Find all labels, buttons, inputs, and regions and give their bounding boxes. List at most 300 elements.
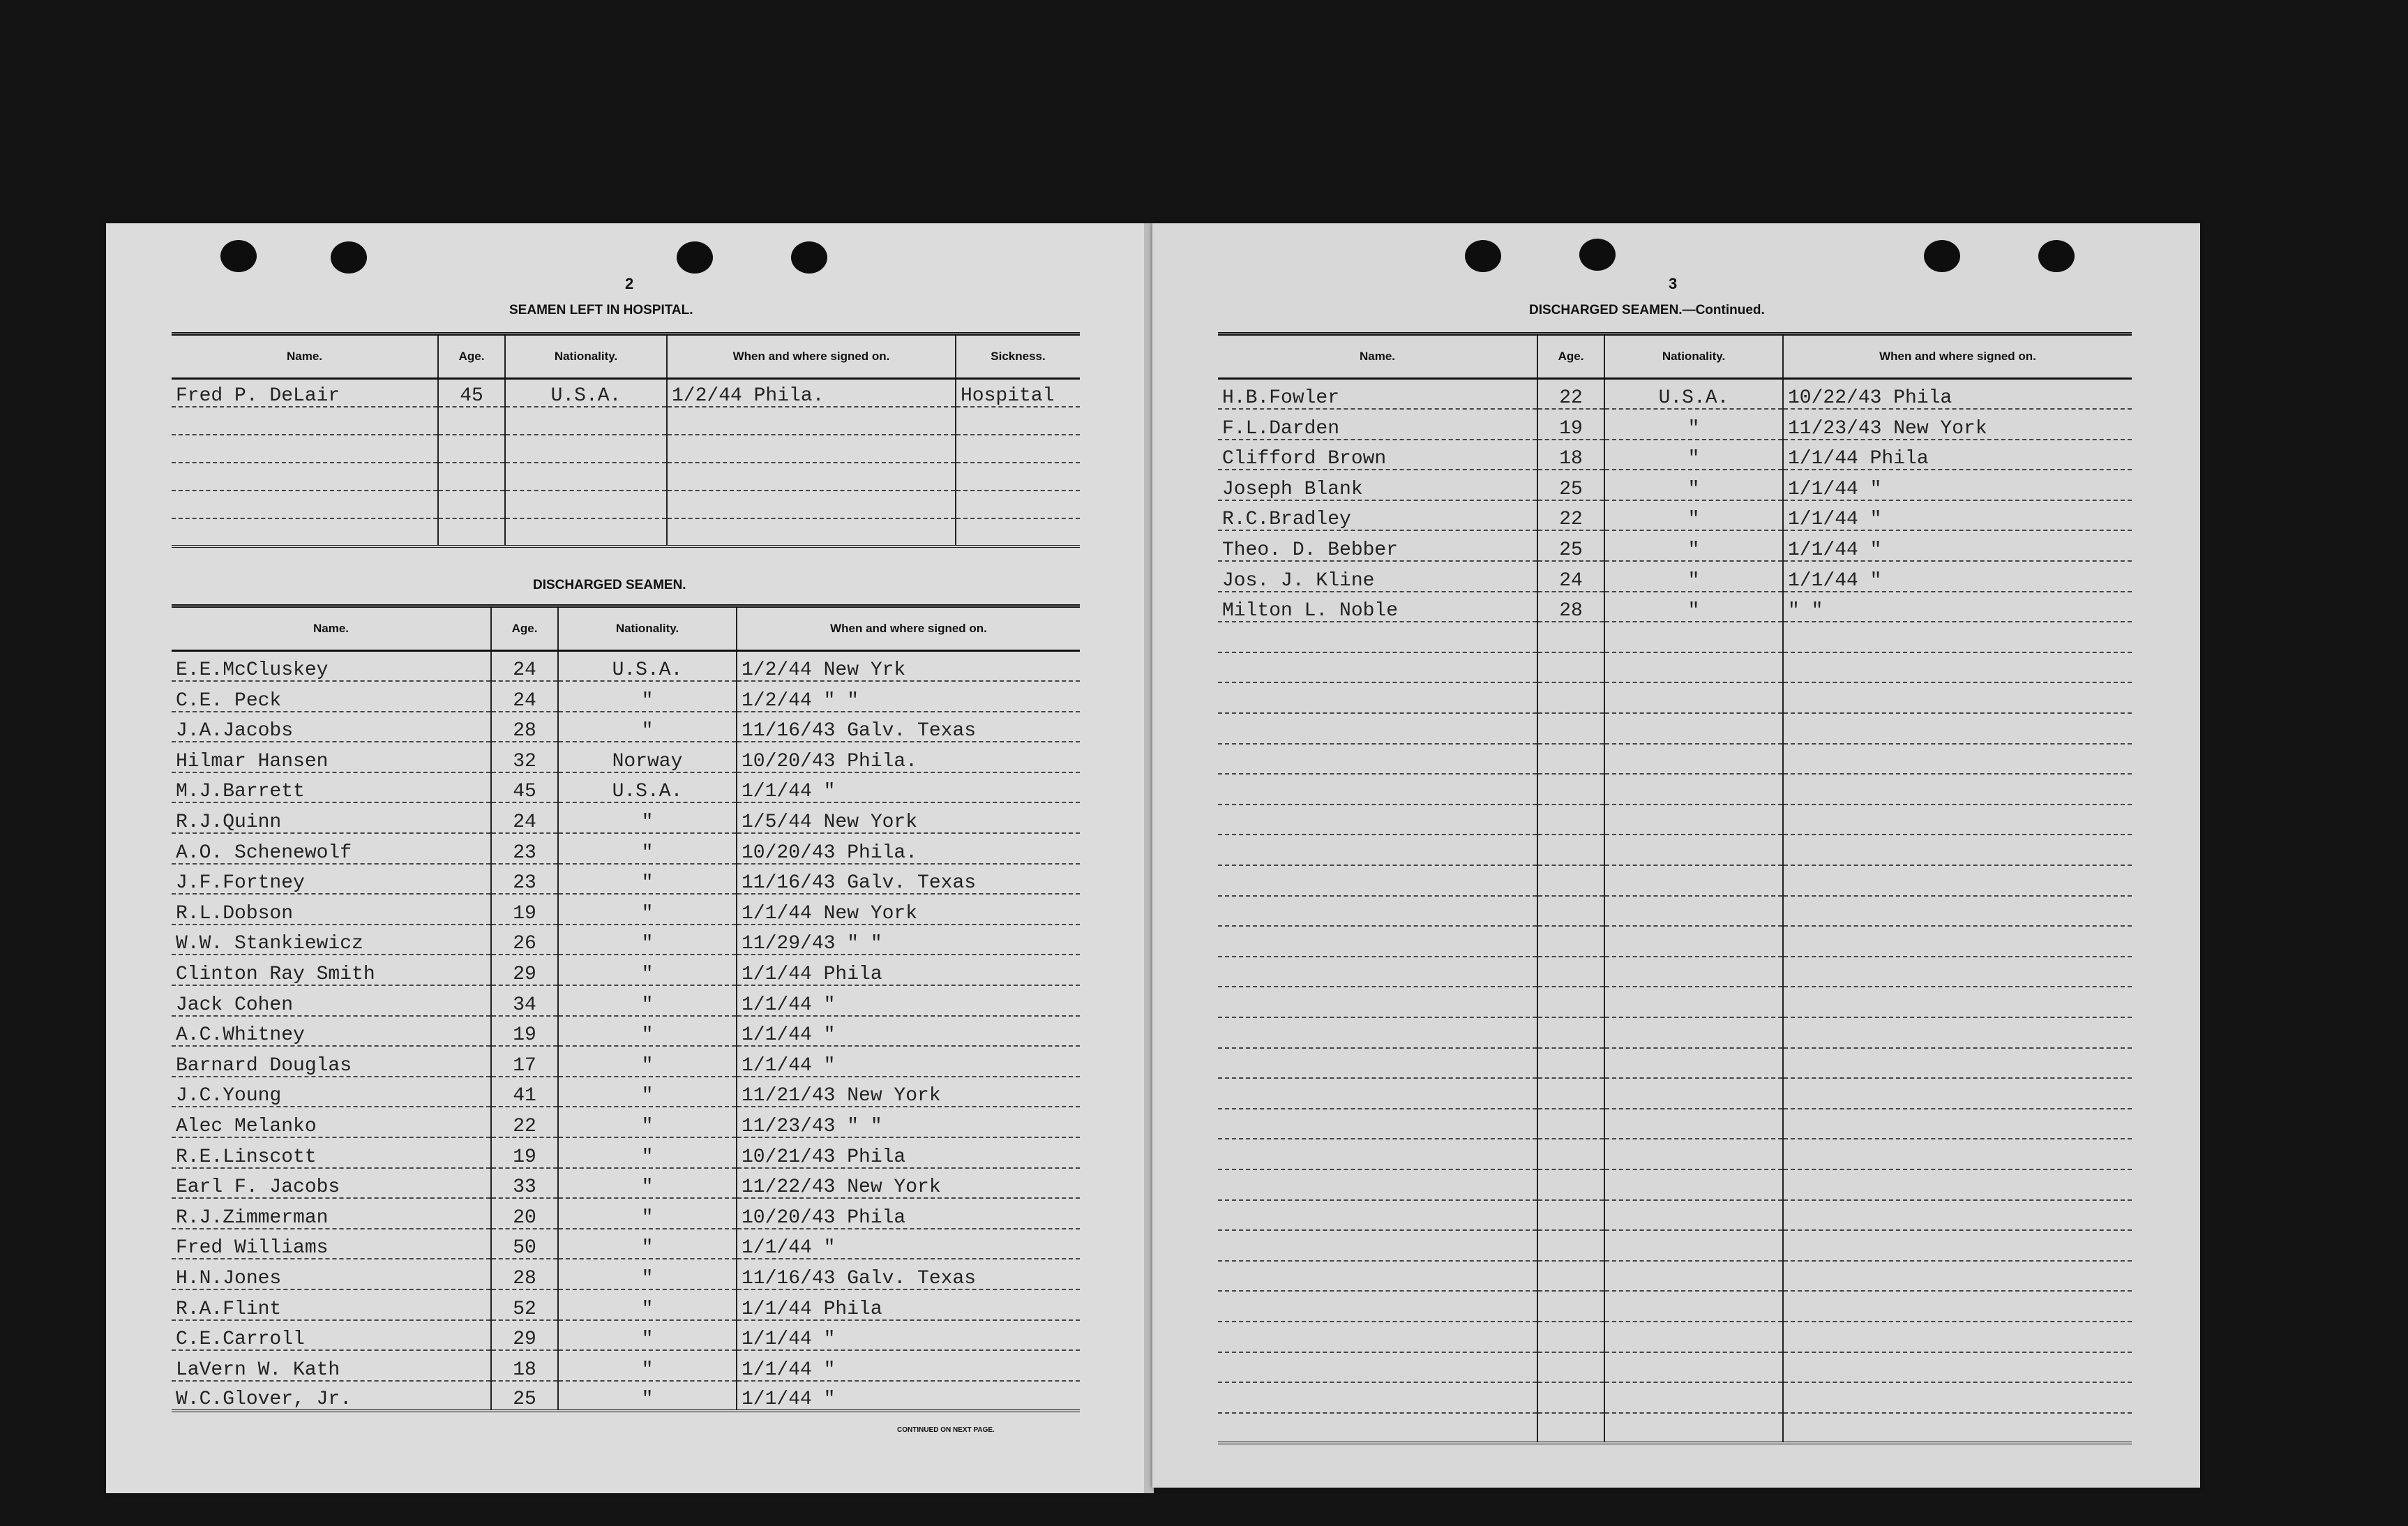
age-cell: 28 [491,712,558,742]
nationality-cell: " [558,1320,737,1351]
age-cell [1537,1169,1604,1200]
column-header: Age. [491,606,558,651]
column-header: When and where signed on. [737,606,1080,651]
nationality-cell [505,463,667,491]
table-row [1218,1139,2132,1169]
nationality-cell: " [558,894,737,925]
nationality-cell [1604,987,1783,1017]
column-header: Age. [438,334,505,379]
signed-on-cell: 1/1/44 " [737,1381,1080,1412]
nationality-cell [1604,774,1783,805]
name-cell [1218,805,1537,835]
name-cell: R.L.Dobson [172,894,491,925]
name-cell [1218,987,1537,1017]
name-cell: A.O. Schenewolf [172,833,491,864]
name-cell: H.N.Jones [172,1259,491,1289]
signed-on-cell: 1/1/44 " [1783,561,2132,592]
signed-on-cell: 1/1/44 New York [737,894,1080,925]
nationality-cell: " [1604,592,1783,622]
signed-on-cell [1783,713,2132,744]
nationality-cell: " [1604,440,1783,470]
nationality-cell [1604,1109,1783,1139]
nationality-cell: " [558,1077,737,1107]
name-cell: J.F.Fortney [172,864,491,895]
age-cell [1537,682,1604,713]
punch-hole [791,241,827,274]
table-header-row [172,606,1080,651]
nationality-cell [1604,926,1783,957]
table-row [1218,774,2132,805]
name-cell: H.B.Fowler [1218,379,1537,410]
nationality-cell [1604,1139,1783,1169]
signed-on-cell: 11/22/43 New York [737,1168,1080,1199]
age-cell: 50 [491,1229,558,1259]
signed-on-cell: 1/1/44 " [1783,500,2132,531]
signed-on-cell [667,407,956,435]
table-row [1218,1291,2132,1322]
right-page [1152,223,2200,1488]
hospital-section-title: SEAMEN LEFT IN HOSPITAL. [509,303,693,317]
table-row [172,772,1080,803]
signed-on-cell: 1/2/44 " " [737,681,1080,712]
age-cell [1537,1017,1604,1048]
sickness-cell [956,435,1080,463]
age-cell: 18 [491,1350,558,1381]
table-row [1218,1109,2132,1139]
nationality-cell: " [558,1016,737,1047]
age-cell [1537,1413,1604,1444]
signed-on-cell [1783,987,2132,1017]
name-cell [1218,652,1537,683]
table-row [172,681,1080,712]
table-row [172,742,1080,772]
name-cell [172,491,438,518]
nationality-cell [1604,1291,1783,1322]
signed-on-cell [1783,1382,2132,1413]
age-cell [1537,1322,1604,1352]
signed-on-cell [1783,1352,2132,1383]
age-cell: 19 [1537,409,1604,440]
signed-on-cell: 1/1/44 " [1783,470,2132,500]
age-cell [1537,1048,1604,1079]
nationality-cell: " [558,1381,737,1412]
name-cell: Alec Melanko [172,1107,491,1137]
discharged-section-title: DISCHARGED SEAMEN. [533,578,686,592]
signed-on-cell: 10/22/43 Phila [1783,379,2132,410]
nationality-cell: U.S.A. [505,379,667,407]
age-cell: 41 [491,1077,558,1107]
name-cell [1218,896,1537,927]
nationality-cell [505,435,667,463]
table-row [1218,409,2132,440]
name-cell: Fred Williams [172,1229,491,1259]
age-cell: 32 [491,742,558,772]
signed-on-cell: 10/20/43 Phila [737,1198,1080,1229]
nationality-cell: " [558,1168,737,1199]
age-cell: 33 [491,1168,558,1199]
table-row [1218,835,2132,865]
signed-on-cell: 1/2/44 Phila. [667,379,956,407]
nationality-cell [1604,1017,1783,1048]
name-cell [1218,1291,1537,1322]
age-cell: 25 [491,1381,558,1412]
discharged-continued-table [1218,332,2132,1444]
table-row [1218,1413,2132,1444]
age-cell [1537,1139,1604,1169]
table-row [1218,682,2132,713]
name-cell [1218,1109,1537,1139]
name-cell [1218,1017,1537,1048]
name-cell: Clifford Brown [1218,440,1537,470]
age-cell: 18 [1537,440,1604,470]
nationality-cell [1604,1230,1783,1261]
name-cell [1218,1322,1537,1352]
name-cell: R.E.Linscott [172,1137,491,1168]
name-cell: R.A.Flint [172,1289,491,1320]
table-row [172,651,1080,682]
nationality-cell [1604,652,1783,683]
table-row [1218,1382,2132,1413]
name-cell [1218,713,1537,744]
nationality-cell [1604,1352,1783,1383]
table-row [172,379,1080,407]
nationality-cell [1604,865,1783,896]
nationality-cell: " [558,712,737,742]
signed-on-cell [1783,1017,2132,1048]
signed-on-cell [1783,1322,2132,1352]
age-cell: 26 [491,925,558,955]
name-cell [1218,744,1537,775]
name-cell: W.C.Glover, Jr. [172,1381,491,1412]
signed-on-cell: 1/1/44 " [737,1320,1080,1351]
discharged-table [172,604,1080,1412]
nationality-cell [1604,835,1783,865]
nationality-cell: " [558,802,737,833]
age-cell: 25 [1537,470,1604,500]
name-cell: C.E. Peck [172,681,491,712]
table-row [1218,592,2132,622]
table-row [1218,1048,2132,1079]
age-cell [1537,1078,1604,1109]
name-cell [1218,1413,1537,1444]
age-cell [1537,744,1604,775]
nationality-cell [1604,1382,1783,1413]
age-cell: 23 [491,864,558,895]
table-row [1218,713,2132,744]
name-cell: C.E.Carroll [172,1320,491,1351]
age-cell: 34 [491,985,558,1016]
nationality-cell: " [558,1198,737,1229]
nationality-cell: U.S.A. [558,651,737,682]
table-row [1218,987,2132,1017]
age-cell [1537,865,1604,896]
nationality-cell [1604,896,1783,927]
signed-on-cell [1783,1200,2132,1231]
nationality-cell [1604,622,1783,652]
column-header: Nationality. [558,606,737,651]
signed-on-cell [1783,1230,2132,1261]
column-header: Name. [172,606,491,651]
name-cell [1218,835,1537,865]
signed-on-cell [1783,1413,2132,1444]
table-row [172,435,1080,463]
table-row [172,1046,1080,1077]
name-cell [1218,1200,1537,1231]
table-row [1218,652,2132,683]
age-cell: 29 [491,955,558,985]
signed-on-cell [1783,926,2132,957]
table-row [1218,1017,2132,1048]
table-row [172,407,1080,435]
age-cell [1537,622,1604,652]
name-cell [1218,1352,1537,1383]
name-cell [1218,1048,1537,1079]
column-header: Nationality. [505,334,667,379]
name-cell: Clinton Ray Smith [172,955,491,985]
table-row [1218,744,2132,775]
table-row [172,1320,1080,1351]
table-row [1218,530,2132,561]
table-row [1218,1078,2132,1109]
signed-on-cell [1783,896,2132,927]
discharged-continued-title: DISCHARGED SEAMEN.—Continued. [1529,303,1765,317]
table-row [1218,1169,2132,1200]
name-cell: Theo. D. Bebber [1218,530,1537,561]
nationality-cell: " [558,1229,737,1259]
punch-hole [331,241,367,274]
table-row [172,1381,1080,1412]
table-row [172,1107,1080,1137]
age-cell [1537,1382,1604,1413]
name-cell [1218,774,1537,805]
nationality-cell [1604,1048,1783,1079]
table-row [1218,896,2132,927]
sickness-cell [956,463,1080,491]
table-row [172,1137,1080,1168]
table-row [172,985,1080,1016]
nationality-cell: " [558,864,737,895]
age-cell [1537,1230,1604,1261]
name-cell [1218,622,1537,652]
punch-hole [1579,239,1616,271]
name-cell [172,407,438,435]
nationality-cell [1604,1200,1783,1231]
table-row [1218,1230,2132,1261]
signed-on-cell [1783,1261,2132,1292]
signed-on-cell: " " [1783,592,2132,622]
nationality-cell: " [1604,530,1783,561]
name-cell [1218,865,1537,896]
hospital-table [172,332,1080,548]
nationality-cell [1604,1169,1783,1200]
signed-on-cell [1783,1109,2132,1139]
age-cell: 19 [491,1016,558,1047]
name-cell: Joseph Blank [1218,470,1537,500]
age-cell: 24 [1537,561,1604,592]
sickness-cell [956,407,1080,435]
age-cell: 28 [491,1259,558,1289]
age-cell [1537,805,1604,835]
age-cell [1537,926,1604,957]
age-cell [1537,835,1604,865]
column-header: Sickness. [956,334,1080,379]
nationality-cell: " [558,1289,737,1320]
name-cell [1218,1139,1537,1169]
age-cell: 52 [491,1289,558,1320]
nationality-cell [1604,805,1783,835]
signed-on-cell: 1/1/44 Phila [737,955,1080,985]
column-header: Name. [1218,334,1537,379]
signed-on-cell: 1/1/44 Phila [1783,440,2132,470]
table-header-row [172,334,1080,379]
nationality-cell: " [558,925,737,955]
table-row [172,833,1080,864]
nationality-cell [1604,1413,1783,1444]
signed-on-cell: 1/1/44 " [737,1016,1080,1047]
nationality-cell: " [1604,409,1783,440]
age-cell: 45 [438,379,505,407]
punch-hole [2038,240,2075,272]
nationality-cell: " [558,1259,737,1289]
age-cell [1537,713,1604,744]
nationality-cell [1604,1078,1783,1109]
name-cell [172,518,438,546]
age-cell [1537,774,1604,805]
name-cell: Hilmar Hansen [172,742,491,772]
name-cell: R.J.Zimmerman [172,1198,491,1229]
name-cell [1218,957,1537,987]
age-cell [438,463,505,491]
name-cell [1218,1078,1537,1109]
age-cell: 24 [491,802,558,833]
age-cell [1537,957,1604,987]
age-cell [1537,652,1604,683]
name-cell: A.C.Whitney [172,1016,491,1047]
table-row [172,1350,1080,1381]
signed-on-cell [1783,652,2132,683]
table-row [172,1198,1080,1229]
age-cell [1537,1352,1604,1383]
signed-on-cell [1783,957,2132,987]
age-cell [438,491,505,518]
nationality-cell [1604,1261,1783,1292]
signed-on-cell: 11/16/43 Galv. Texas [737,864,1080,895]
table-row [1218,622,2132,652]
nationality-cell [1604,713,1783,744]
name-cell [1218,1261,1537,1292]
age-cell: 29 [491,1320,558,1351]
punch-hole [1465,240,1501,272]
table-row [1218,379,2132,410]
nationality-cell: U.S.A. [1604,379,1783,410]
page-number: 2 [625,275,634,292]
table-row [172,894,1080,925]
column-header: Name. [172,334,438,379]
signed-on-cell: 1/1/44 " [737,772,1080,803]
table-row [172,712,1080,742]
age-cell: 17 [491,1046,558,1077]
signed-on-cell: 1/1/44 " [737,1350,1080,1381]
age-cell: 45 [491,772,558,803]
name-cell [172,463,438,491]
table-row [172,1168,1080,1199]
nationality-cell [505,491,667,518]
table-row [1218,805,2132,835]
signed-on-cell [1783,1139,2132,1169]
signed-on-cell: 1/1/44 Phila [737,1289,1080,1320]
continued-footnote: CONTINUED ON NEXT PAGE. [897,1426,995,1434]
table-row [172,1016,1080,1047]
age-cell: 28 [1537,592,1604,622]
name-cell [1218,682,1537,713]
table-row [172,1259,1080,1289]
nationality-cell [1604,957,1783,987]
nationality-cell: " [1604,500,1783,531]
signed-on-cell: 11/16/43 Galv. Texas [737,712,1080,742]
nationality-cell: U.S.A. [558,772,737,803]
name-cell: R.J.Quinn [172,802,491,833]
signed-on-cell [1783,1048,2132,1079]
nationality-cell [505,407,667,435]
name-cell [1218,926,1537,957]
age-cell [438,407,505,435]
table-row [172,864,1080,895]
column-header: Nationality. [1604,334,1783,379]
nationality-cell [505,518,667,546]
nationality-cell [1604,682,1783,713]
signed-on-cell [667,463,956,491]
name-cell: Jos. J. Kline [1218,561,1537,592]
table-row [1218,926,2132,957]
age-cell: 22 [491,1107,558,1137]
age-cell [438,518,505,546]
table-row [172,1289,1080,1320]
column-header: Age. [1537,334,1604,379]
nationality-cell: " [558,681,737,712]
nationality-cell [1604,744,1783,775]
table-row [172,1229,1080,1259]
table-row [172,518,1080,546]
signed-on-cell [1783,1169,2132,1200]
age-cell [1537,896,1604,927]
signed-on-cell [1783,805,2132,835]
name-cell: W.W. Stankiewicz [172,925,491,955]
name-cell [1218,1169,1537,1200]
table-row [1218,1200,2132,1231]
table-header-row [1218,334,2132,379]
name-cell: E.E.McCluskey [172,651,491,682]
signed-on-cell: 1/2/44 New Yrk [737,651,1080,682]
table-row [1218,957,2132,987]
name-cell [172,435,438,463]
nationality-cell: " [558,833,737,864]
nationality-cell: " [558,1350,737,1381]
age-cell: 22 [1537,500,1604,531]
table-row [172,491,1080,518]
sickness-cell: Hospital [956,379,1080,407]
name-cell: LaVern W. Kath [172,1350,491,1381]
punch-hole [220,240,257,272]
age-cell: 23 [491,833,558,864]
table-row [1218,1352,2132,1383]
age-cell: 19 [491,894,558,925]
age-cell [1537,1200,1604,1231]
table-row [1218,865,2132,896]
age-cell [1537,987,1604,1017]
signed-on-cell: 10/21/43 Phila [737,1137,1080,1168]
name-cell: Milton L. Noble [1218,592,1537,622]
signed-on-cell: 1/1/44 " [737,1046,1080,1077]
